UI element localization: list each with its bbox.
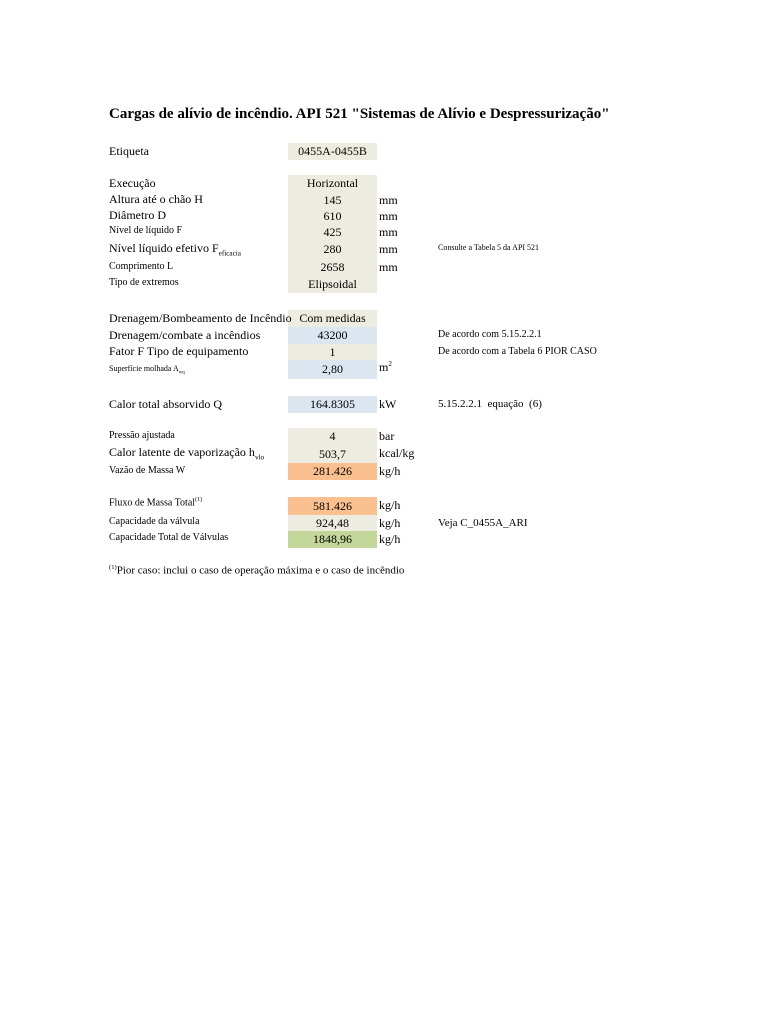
nivel-efetivo-unit: mm [379,242,398,256]
diametro-label: Diâmetro D [109,208,166,222]
row-extremos [0,276,768,293]
nivel-liquido-unit: mm [379,225,398,239]
comprimento-unit: mm [379,260,398,274]
row-calor-latente [0,445,768,463]
extremos-value[interactable]: Elipsoidal [288,276,377,293]
fluxo-unit: kg/h [379,498,401,512]
calor-total-value[interactable]: 164.8305 [288,396,377,413]
row-superficie [0,360,768,379]
calor-total-unit: kW [379,397,397,411]
fluxo-value[interactable]: 581.426 [288,497,377,515]
row-capacidade-valvula [0,515,768,532]
pressao-value[interactable]: 4 [288,428,377,445]
row-pressao [0,428,768,445]
vazao-value[interactable]: 281.426 [288,463,377,480]
row-execucao [0,175,768,192]
calor-latente-unit: kcal/kg [379,446,415,460]
extremos-label: Tipo de extremos [109,277,179,288]
comprimento-value[interactable]: 2658 [288,259,377,276]
nivel-liquido-label: Nível de líquido F [109,225,183,236]
row-drenagem-bombeamento [0,310,768,327]
row-fluxo [0,497,768,515]
capacidade-valvula-value[interactable]: 924,48 [288,515,377,532]
superficie-unit: $m^2$ [379,360,392,374]
row-comprimento [0,259,768,276]
calor-total-note: 5.15.2.2.1 equação (6) [438,398,542,410]
fluxo-label: Fluxo de Massa Total$^{(1)}$ [109,497,203,509]
row-calor-total [0,396,768,413]
pressao-label: Pressão ajustada [109,430,175,441]
drenagem-combate-value[interactable]: 43200 [288,327,377,344]
vazao-unit: kg/h [379,464,401,478]
capacidade-total-value[interactable]: 1848,96 [288,531,377,548]
capacidade-valvula-unit: kg/h [379,516,401,530]
row-diametro [0,208,768,224]
row-drenagem-combate [0,327,768,344]
etiqueta-label: Etiqueta [109,144,149,158]
superficie-value[interactable]: 2,80 [288,360,377,379]
capacidade-valvula-label: Capacidade da válvula [109,516,200,527]
comprimento-label: Comprimento L [109,261,174,272]
drenagem-bombeamento-label: Drenagem/Bombeamento de Incêndio [109,311,292,325]
fator-f-note: De acordo com a Tabela 6 PIOR CASO [438,346,597,357]
calor-latente-label: Calor latente de vaporização $h_{vlo}$ [109,445,265,462]
drenagem-bombeamento-value[interactable]: Com medidas [288,310,377,327]
vazao-label: Vazão de Massa W [109,465,186,476]
capacidade-total-unit: kg/h [379,532,401,546]
row-nivel-liquido [0,224,768,240]
pressao-unit: bar [379,429,395,443]
drenagem-combate-label: Drenagem/combate a incêndios [109,328,261,342]
diametro-value[interactable]: 610 [288,208,377,224]
nivel-liquido-value[interactable]: 425 [288,224,377,240]
calor-total-label: Calor total absorvido Q [109,397,222,411]
row-capacidade-total [0,531,768,548]
row-altura [0,192,768,208]
diametro-unit: mm [379,209,398,223]
nivel-efetivo-value[interactable]: 280 [288,240,377,259]
altura-unit: mm [379,193,398,207]
etiqueta-value[interactable]: 0455A-0455B [288,143,377,160]
capacidade-total-label: Capacidade Total de Válvulas [109,532,229,543]
fator-f-value[interactable]: 1 [288,344,377,360]
row-etiqueta [0,143,768,160]
superficie-label: Superfície molhada $A_{wq}$ [109,364,185,376]
execucao-label: Execução [109,176,156,190]
row-vazao [0,463,768,480]
row-nivel-efetivo [0,240,768,259]
execucao-value[interactable]: Horizontal [288,175,377,192]
altura-label: Altura até o chão H [109,192,203,206]
drenagem-combate-note: De acordo com 5.15.2.2.1 [438,329,542,340]
nivel-efetivo-label: Nível líquido efetivo $F_{eficacia}$ [109,241,241,258]
fator-f-label: Fator F Tipo de equipamento [109,344,249,358]
calor-latente-value[interactable]: 503,7 [288,445,377,463]
row-fator-f [0,344,768,360]
footnote: $^{(1)}$Pior caso: inclui o caso de operação máxima e o caso de incêndio [109,564,405,577]
altura-value[interactable]: 145 [288,192,377,208]
page-title: Cargas de alívio de incêndio. API 521 "Sistemas de Alívio e Despressurização" [109,106,610,122]
nivel-efetivo-note: Consulte a Tabela 5 da API 521 [438,243,540,252]
capacidade-valvula-note: Veja C_0455A_ARI [438,517,528,529]
